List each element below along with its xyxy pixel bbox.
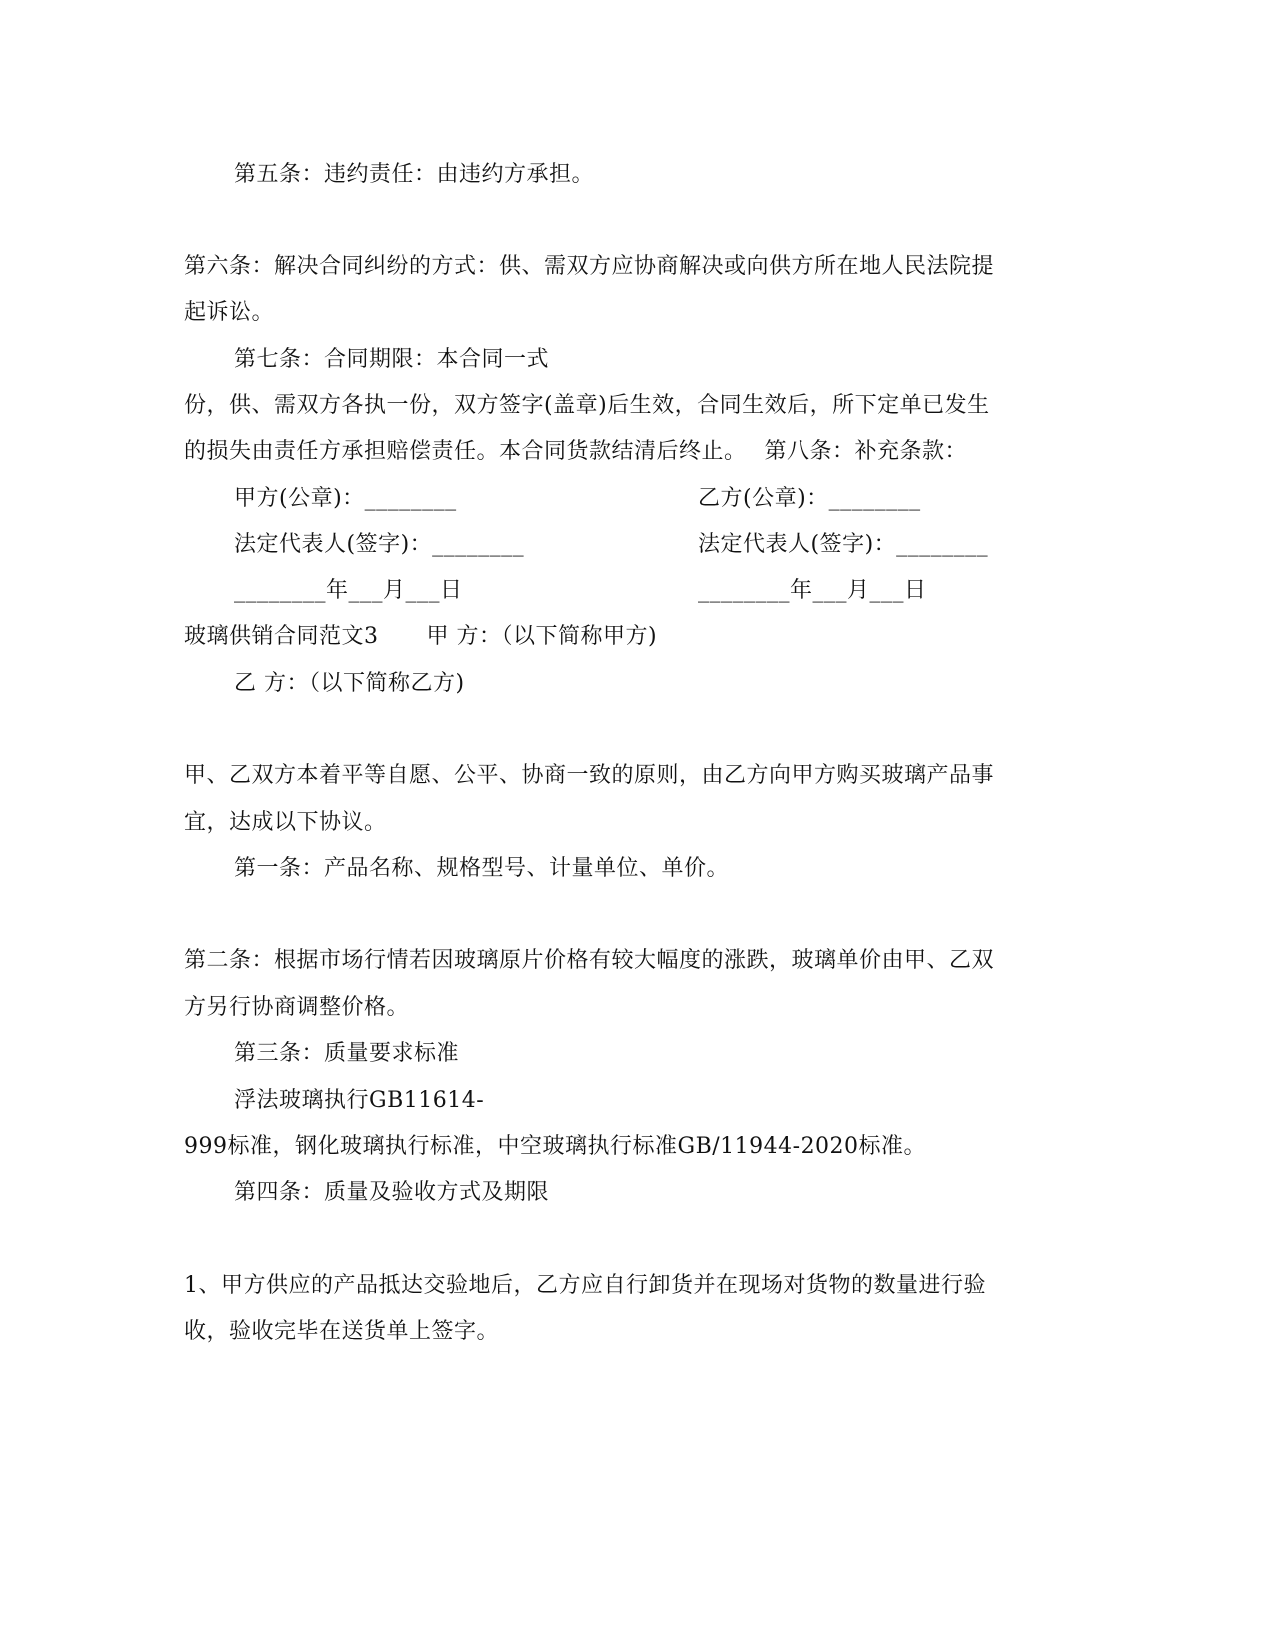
contract-3-header-line — [184, 624, 657, 650]
article-1: 第一条：产品名称、规格型号、计量单位、单价。 — [234, 856, 730, 881]
article-2-line-1: 第二条：根据市场行情若因玻璃原片价格有较大幅度的涨跌，玻璃单价由甲、乙双 — [184, 948, 995, 973]
article-8: 第八条：补充条款： — [764, 439, 968, 464]
article-7-line-1: 第七条：合同期限：本合同一式 — [234, 347, 550, 372]
party-a-representative-field: 法定代表人(签字)：________ — [234, 532, 525, 557]
party-b-seal-field: 乙方(公章)：________ — [698, 486, 921, 511]
article-6-line-1: 第六条：解决合同纠纷的方式：供、需双方应协商解决或向供方所在地人民法院提 — [184, 254, 995, 279]
contract-3-title: 玻璃供销合同范文3 — [184, 624, 379, 649]
party-b-representative-field: 法定代表人(签字)：________ — [698, 532, 989, 557]
party-a-date-field: ________年___月___日 — [234, 578, 463, 603]
article-2-line-2: 方另行协商调整价格。 — [184, 995, 410, 1020]
article-3-standard-line-1: 浮法玻璃执行GB11614- — [234, 1088, 485, 1113]
article-7-line-2: 份，供、需双方各执一份，双方签字(盖章)后生效，合同生效后，所下定单已发生 — [184, 393, 990, 418]
article-7-line-3 — [184, 439, 967, 465]
article-4: 第四条：质量及验收方式及期限 — [234, 1180, 550, 1205]
article-4-item-1-line-1: 1、甲方供应的产品抵达交验地后，乙方应自行卸货并在现场对货物的数量进行验 — [184, 1273, 986, 1298]
party-a-seal-field: 甲方(公章)：________ — [234, 486, 457, 511]
party-b-line: 乙 方：（以下简称乙方) — [234, 671, 465, 696]
article-3-standard-line-2: 999标准，钢化玻璃执行标准，中空玻璃执行标准GB/11944-2020标准。 — [184, 1134, 927, 1159]
article-6-line-2: 起诉讼。 — [184, 300, 275, 325]
article-5: 第五条：违约责任：由违约方承担。 — [234, 162, 595, 187]
article-3: 第三条：质量要求标准 — [234, 1041, 460, 1066]
party-a-line: 甲 方：（以下简称甲方) — [426, 624, 658, 649]
article-4-item-1-line-2: 收，验收完毕在送货单上签字。 — [184, 1319, 500, 1344]
article-7-text: 的损失由责任方承担赔偿责任。本合同货款结清后终止。 — [184, 439, 747, 464]
intro-line-1: 甲、乙双方本着平等自愿、公平、协商一致的原则，由乙方向甲方购买玻璃产品事 — [184, 763, 995, 788]
intro-line-2: 宜，达成以下协议。 — [184, 810, 387, 835]
party-b-date-field: ________年___月___日 — [698, 578, 927, 603]
